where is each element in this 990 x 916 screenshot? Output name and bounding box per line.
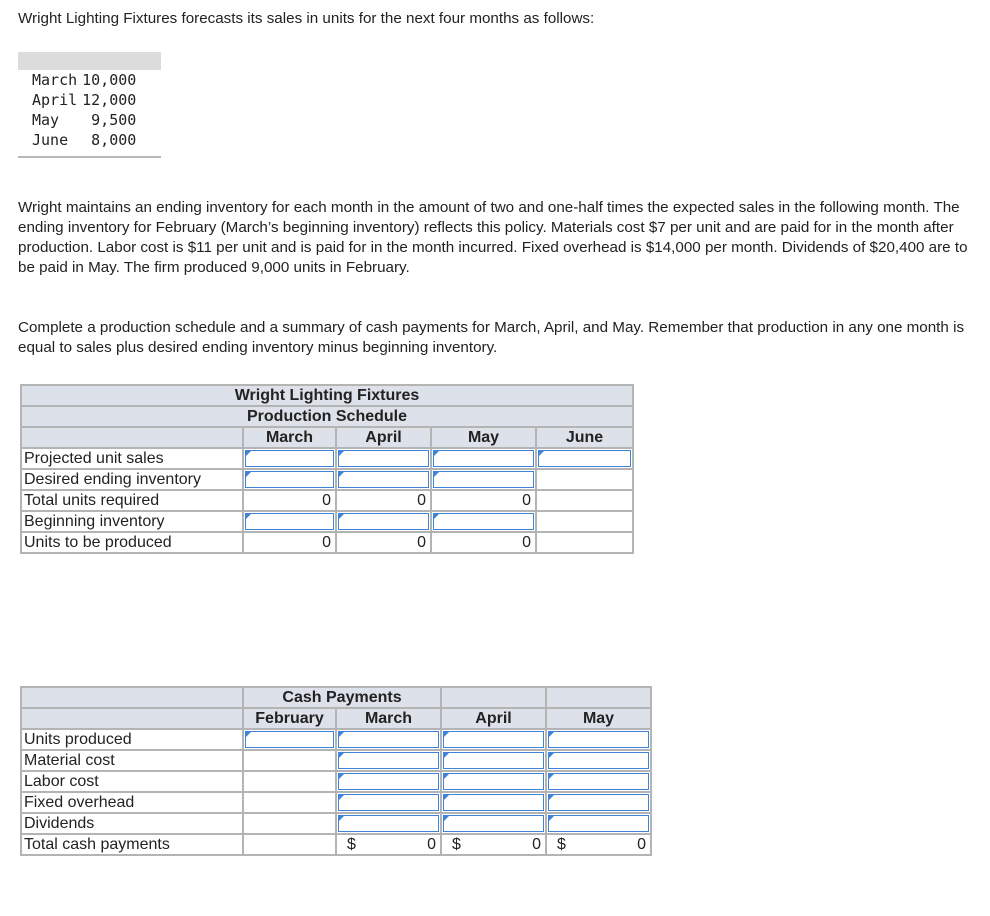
row-label-projected-sales: Projected unit sales — [21, 448, 243, 469]
row-label-fixed-overhead: Fixed overhead — [21, 792, 243, 813]
table-row — [21, 750, 651, 771]
cell — [336, 729, 441, 750]
dividends-march-input[interactable] — [338, 815, 439, 832]
table-row — [21, 834, 651, 855]
amount: 0 — [532, 836, 542, 853]
cell — [431, 469, 536, 490]
schedule-title: Production Schedule — [21, 406, 633, 427]
cash-payments-title: Cash Payments — [243, 687, 441, 708]
cell — [546, 813, 651, 834]
forecast-month: June — [32, 131, 69, 149]
row-label-desired-ending-inventory: Desired ending inventory — [21, 469, 243, 490]
ending-inventory-may-input[interactable] — [433, 471, 534, 488]
row-label-units-produced: Units produced — [21, 729, 243, 750]
row-label-beginning-inventory: Beginning inventory — [21, 511, 243, 532]
cell — [336, 469, 431, 490]
cell — [441, 750, 546, 771]
sales-april-input[interactable] — [338, 450, 429, 467]
cell-empty — [243, 813, 336, 834]
cell-empty — [536, 511, 633, 532]
table-row — [21, 729, 651, 750]
header-blank — [21, 687, 243, 708]
header-blank — [441, 687, 546, 708]
fixed-overhead-april-input[interactable] — [443, 794, 544, 811]
labor-cost-may-input[interactable] — [548, 773, 649, 790]
cell — [243, 469, 336, 490]
forecast-month: May — [32, 111, 60, 129]
row-label-total-units-required: Total units required — [21, 490, 243, 511]
total-required-april-value: 0 — [336, 490, 431, 511]
currency-symbol: $ — [557, 836, 566, 853]
ending-inventory-march-input[interactable] — [245, 471, 334, 488]
col-header-may: May — [546, 708, 651, 729]
table-row — [21, 792, 651, 813]
problem-description: Wright maintains an ending inventory for each month in the amount of two and one-half times the expected sales in the following month. The ending inventory for February (March’s beginning inventory) reflects this policy. Materials cost $7 per unit and are paid for in the month after production. Labor cost is $11 per unit and is paid for in the month incurred. Fixed overhead is $14,000 per month. Dividends of $20,400 are to be paid in May. The firm produced 9,000 units in February. — [18, 199, 968, 276]
cell — [546, 771, 651, 792]
col-header-april: April — [441, 708, 546, 729]
instructions-text: Complete a production schedule and a summary of cash payments for March, April, and May. Remember that production in any one month is equal to sales plus desired ending inventory minus beginning inventory. — [18, 319, 965, 356]
cell-empty — [536, 490, 633, 511]
total-cash-april-value — [441, 834, 546, 855]
forecast-row — [32, 90, 136, 110]
ending-inventory-april-input[interactable] — [338, 471, 429, 488]
col-header-june: June — [536, 427, 633, 448]
table-row — [21, 511, 633, 532]
header-blank — [21, 708, 243, 729]
cell — [546, 729, 651, 750]
company-title: Wright Lighting Fixtures — [21, 385, 633, 406]
row-label-units-to-be-produced: Units to be produced — [21, 532, 243, 553]
labor-cost-april-input[interactable] — [443, 773, 544, 790]
col-header-march: March — [243, 427, 336, 448]
cell — [441, 813, 546, 834]
units-produced-february-input[interactable] — [245, 731, 334, 748]
cell — [243, 448, 336, 469]
forecast-row — [32, 70, 136, 90]
units-produced-march-input[interactable] — [338, 731, 439, 748]
beginning-inventory-may-input[interactable] — [433, 513, 534, 530]
col-header-march: March — [336, 708, 441, 729]
cell — [336, 511, 431, 532]
table-row — [21, 532, 633, 553]
col-header-april: April — [336, 427, 431, 448]
forecast-units: 12,000 — [82, 91, 137, 109]
forecast-units: 9,500 — [91, 111, 137, 129]
material-cost-march-input[interactable] — [338, 752, 439, 769]
forecast-row — [32, 110, 136, 130]
forecast-month: April — [32, 91, 78, 109]
material-cost-may-input[interactable] — [548, 752, 649, 769]
cell — [243, 729, 336, 750]
cell — [243, 511, 336, 532]
cell — [441, 792, 546, 813]
cell — [546, 750, 651, 771]
col-header-may: May — [431, 427, 536, 448]
table-row — [21, 771, 651, 792]
cell — [431, 448, 536, 469]
cell — [441, 771, 546, 792]
units-produced-may-input[interactable] — [548, 731, 649, 748]
produced-may-value: 0 — [431, 532, 536, 553]
total-cash-may-value — [546, 834, 651, 855]
material-cost-april-input[interactable] — [443, 752, 544, 769]
forecast-scrollbar-track — [18, 153, 161, 158]
table-row — [21, 448, 633, 469]
sales-may-input[interactable] — [433, 450, 534, 467]
amount: 0 — [427, 836, 437, 853]
header-blank — [21, 427, 243, 448]
sales-forecast-table — [18, 52, 161, 158]
produced-march-value: 0 — [243, 532, 336, 553]
total-required-may-value: 0 — [431, 490, 536, 511]
cell-empty — [243, 792, 336, 813]
row-label-total-cash-payments: Total cash payments — [21, 834, 243, 855]
header-blank — [546, 687, 651, 708]
row-label-material-cost: Material cost — [21, 750, 243, 771]
units-produced-april-input[interactable] — [443, 731, 544, 748]
sales-june-input[interactable] — [538, 450, 631, 467]
cell-empty — [536, 469, 633, 490]
amount: 0 — [637, 836, 647, 853]
currency-symbol: $ — [452, 836, 461, 853]
beginning-inventory-april-input[interactable] — [338, 513, 429, 530]
forecast-row — [32, 130, 136, 150]
cell — [336, 813, 441, 834]
table-row — [21, 813, 651, 834]
total-cash-march-value — [336, 834, 441, 855]
cell-empty — [536, 532, 633, 553]
beginning-inventory-march-input[interactable] — [245, 513, 334, 530]
row-label-labor-cost: Labor cost — [21, 771, 243, 792]
cell — [336, 448, 431, 469]
cell-empty — [243, 771, 336, 792]
dividends-may-input[interactable] — [548, 815, 649, 832]
fixed-overhead-march-input[interactable] — [338, 794, 439, 811]
cell — [336, 750, 441, 771]
labor-cost-march-input[interactable] — [338, 773, 439, 790]
total-required-march-value: 0 — [243, 490, 336, 511]
forecast-month: March — [32, 71, 78, 89]
row-label-dividends: Dividends — [21, 813, 243, 834]
cell — [441, 729, 546, 750]
cell — [546, 792, 651, 813]
cell — [336, 792, 441, 813]
col-header-february: February — [243, 708, 336, 729]
cell — [536, 448, 633, 469]
forecast-units: 10,000 — [82, 71, 137, 89]
cell — [431, 511, 536, 532]
table-row — [21, 469, 633, 490]
cell — [336, 771, 441, 792]
currency-symbol: $ — [347, 836, 356, 853]
production-schedule-table — [20, 384, 634, 554]
forecast-units: 8,000 — [91, 131, 137, 149]
forecast-header-bar — [18, 52, 161, 70]
sales-march-input[interactable] — [245, 450, 334, 467]
cash-payments-table — [20, 686, 652, 856]
cell-empty — [243, 750, 336, 771]
intro-text: Wright Lighting Fixtures forecasts its sales in units for the next four months as follows: — [18, 10, 595, 27]
fixed-overhead-may-input[interactable] — [548, 794, 649, 811]
produced-april-value: 0 — [336, 532, 431, 553]
table-row — [21, 490, 633, 511]
cell-empty — [243, 834, 336, 855]
dividends-april-input[interactable] — [443, 815, 544, 832]
